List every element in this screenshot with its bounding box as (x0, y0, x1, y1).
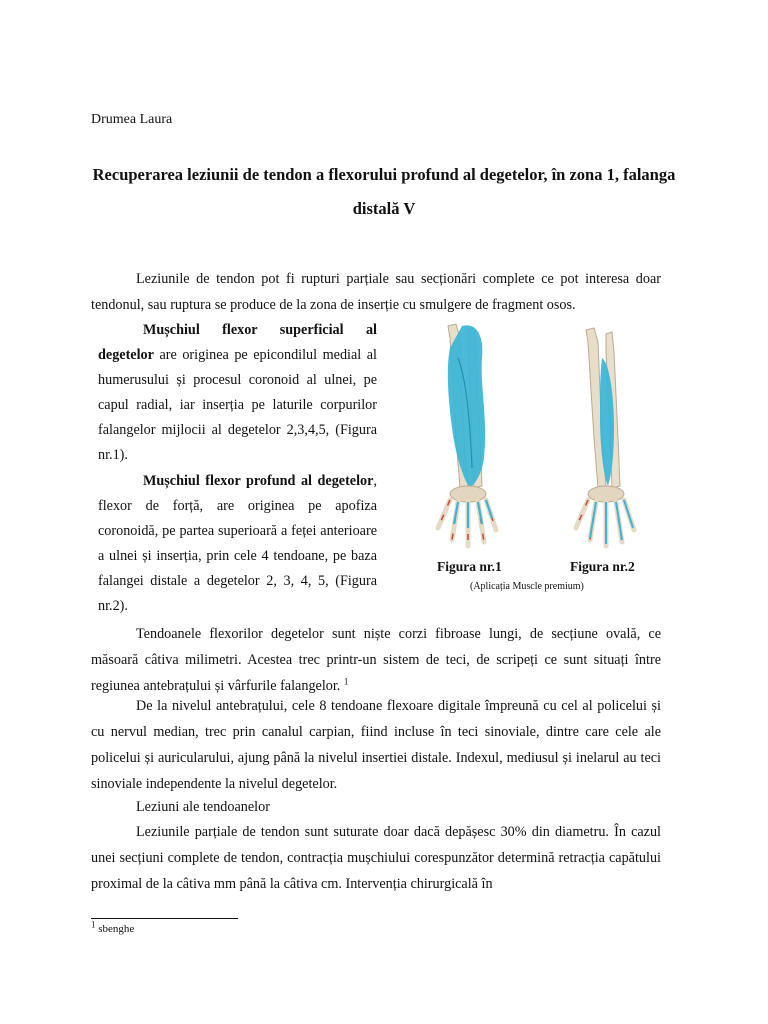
figure-1-forearm (438, 324, 496, 546)
paragraph-tendons (91, 621, 661, 699)
figure-caption: (Aplicația Muscle premium) (470, 581, 584, 592)
term-deep-flexor: Mușchiul flexor profund al degetelor (143, 473, 374, 489)
footnote-text: sbenghe (98, 923, 135, 935)
tendons-text: Tendoanele flexorilor degetelor sunt niște corzi fibroase lungi, de secțiune ovală, ce măsoară câtiva milimetri. Acestea trec printr-un sistem de teci, de scripeți ce sunt situați între regiunea antebrațului și vârfurile falangelor. (91, 626, 661, 694)
paragraph-deep-flexor (98, 469, 377, 619)
figure-area (410, 318, 650, 558)
document-title: Recuperarea leziunii de tendon a flexorului profund al degetelor, în zona 1, falanga distală V (92, 165, 676, 218)
section-heading-lesions: Leziuni ale tendoanelor (136, 799, 270, 815)
superficial-flexor-text: are originea pe epicondilul medial al humerusului și procesul coronoid al ulnei, pe capul radial, iar inserția pe laturile corpurilor falangelor mijlocii al degetelor 2,3,4,5, (Figura nr.1). (98, 347, 377, 463)
figure-2-forearm (576, 328, 634, 546)
figure-2-label: Figura nr.2 (570, 559, 635, 574)
footnote-ref: 1 (343, 676, 349, 687)
paragraph-carpal-tunnel: De la nivelul antebrațului, cele 8 tendoane flexoare digitale împreună cu cel al policelui și cu nervul median, trec prin canalul carpian, fiind incluse în teci sinoviale, dintre care cele ale policelui și auricularului, ajung până la nivelul insertiei distale. Indexul, mediusul și inelarul au teci sinoviale independente la nivelul degetelor. (91, 698, 661, 792)
paragraph-partial-lesions: Leziunile parțiale de tendon sunt suturate doar dacă depășesc 30% din diametru. În cazul unei secțiuni complete de tendon, contracția mușchiului corespunzător determină retracția capătului proximal de la câtiva mm până la câtiva cm. Intervenția chirurgicală în (91, 824, 661, 892)
paragraph-intro: Leziunile de tendon pot fi rupturi parțiale sau secționări complete ce pot interesa doar tendonul, sau ruptura se produce de la zona de inserție cu smulgere de fragment osos. (91, 271, 661, 313)
forearm-illustrations (410, 318, 650, 558)
figure-1-label: Figura nr.1 (437, 559, 502, 574)
term-superficial-flexor: Mușchiul flexor superficial al degetelor (98, 322, 377, 363)
paragraph-superficial-flexor (98, 318, 377, 468)
footnote-number: 1 (91, 919, 96, 930)
author-name: Drumea Laura (91, 112, 173, 127)
footnote-divider (91, 918, 238, 919)
footnote (91, 919, 135, 935)
deep-flexor-text: , flexor de forță, are originea pe apofiza coronoidă, pe partea superioară a feței anterioare a ulnei și inserția, prin cele 4 tendoane, pe baza falangei distale a degetelor 2, 3, 4, 5, (Figura nr.2). (98, 473, 377, 614)
